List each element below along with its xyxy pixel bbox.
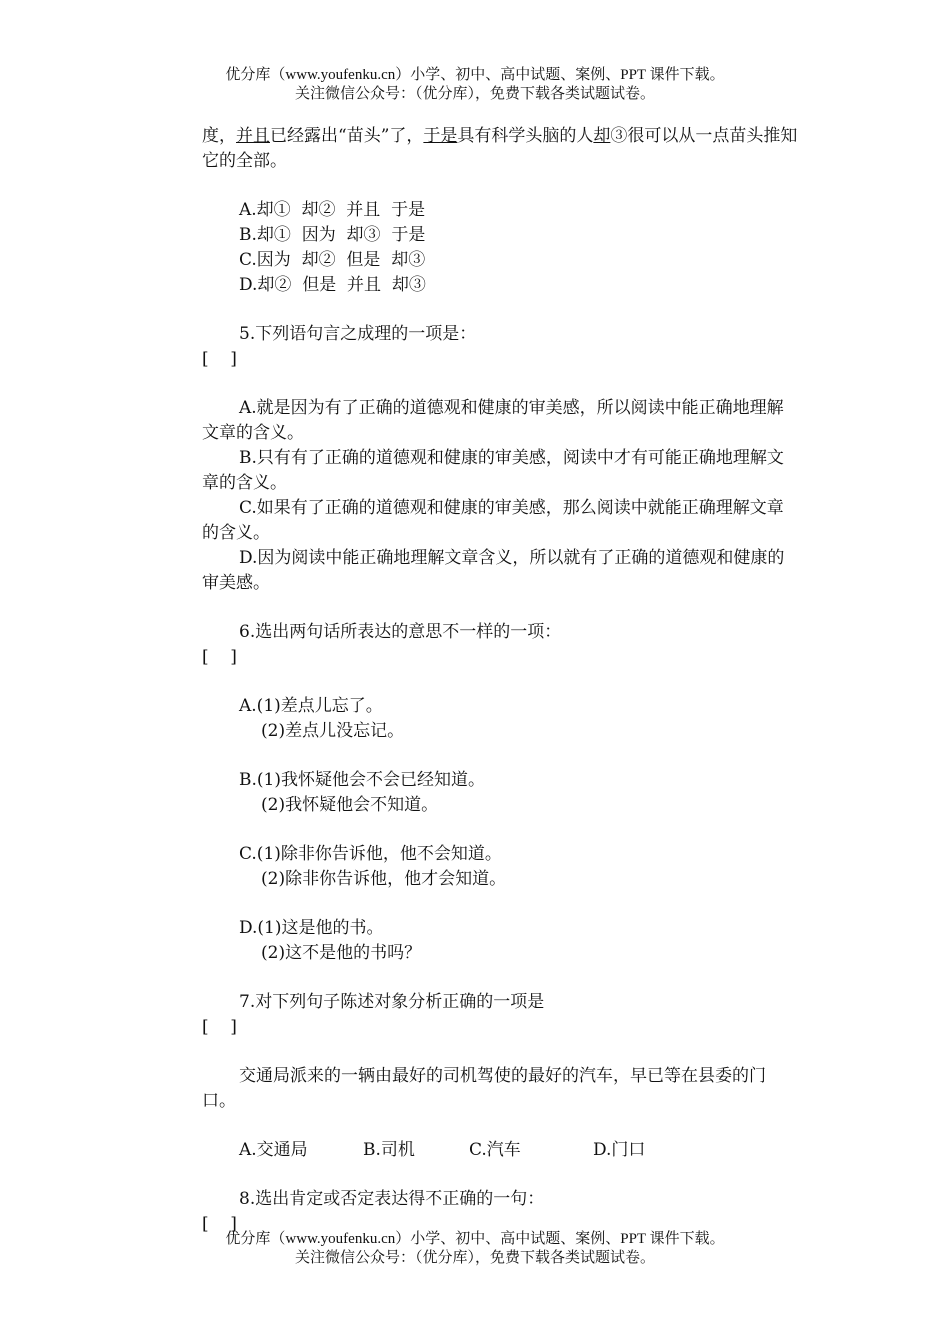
q5-option-c: C.如果有了正确的道德观和健康的审美感，那么阅读中就能正确理解文章的含义。 xyxy=(202,498,784,543)
q5-option-b: B.只有有了正确的道德观和健康的审美感，阅读中才有可能正确地理解文章的含义。 xyxy=(202,448,784,493)
underlined-word: 却 xyxy=(593,126,611,146)
q7-option-d: D.门口 xyxy=(593,1140,646,1160)
q6-option-c-2: (2)除非你告诉他，他才会知道。 xyxy=(261,869,507,889)
q6-option-d-2: (2)这不是他的书吗？ xyxy=(261,943,422,963)
q6-option-c-1: C.(1)除非你告诉他，他不会知道。 xyxy=(239,844,502,864)
q7-answer-bracket: [ ] xyxy=(202,1017,237,1037)
q5-stem: 5.下列语句言之成理的一项是： xyxy=(239,324,477,344)
q7-option-c: C.汽车 xyxy=(469,1140,521,1160)
q7-option-a: A.交通局 xyxy=(239,1140,308,1160)
q6-option-b-2: (2)我怀疑他会不知道。 xyxy=(261,795,439,815)
q7-stem: 7.对下列句子陈述对象分析正确的一项是 xyxy=(239,992,545,1012)
q5-option-a: A.就是因为有了正确的道德观和健康的审美感，所以阅读中能正确地理解文章的含义。 xyxy=(202,398,784,443)
q4-option-a: A.却① 却② 并且 于是 xyxy=(239,200,426,220)
document-body xyxy=(202,124,798,1237)
q4-option-d: D.却② 但是 并且 却③ xyxy=(239,275,426,295)
q6-answer-bracket: [ ] xyxy=(202,647,237,667)
q5-answer-bracket: [ ] xyxy=(202,349,237,369)
q4-option-c: C.因为 却② 但是 却③ xyxy=(239,250,426,270)
q6-option-a-2: (2)差点儿没忘记。 xyxy=(261,721,405,741)
passage-text: 具有科学头脑的人 xyxy=(457,126,594,146)
q4-option-b: B.却① 因为 却③ 于是 xyxy=(239,225,426,245)
q7-option-b: B.司机 xyxy=(363,1140,415,1160)
q6-option-d-1: D.(1)这是他的书。 xyxy=(239,918,384,938)
header-line-2: 关注微信公众号：（优分库），免费下载各类试题试卷。 xyxy=(294,86,655,102)
q8-stem: 8.选出肯定或否定表达得不正确的一句： xyxy=(239,1189,545,1209)
q7-options xyxy=(202,1138,798,1163)
underlined-word: 并且 xyxy=(236,126,270,146)
q6-option-a-1: A.(1)差点儿忘了。 xyxy=(239,696,383,716)
q7-sentence: 交通局派来的一辆由最好的司机驾使的最好的汽车，早已等在县委的门口。 xyxy=(202,1066,766,1111)
q6-stem: 6.选出两句话所表达的意思不一样的一项： xyxy=(239,622,562,642)
header-line-1: 优分库（www.youfenku.cn）小学、初中、高中试题、案例、PPT 课件下载。 xyxy=(225,67,725,83)
passage-text: 度， xyxy=(202,126,236,146)
passage-text: 已经露出“苗头”了， xyxy=(270,126,424,146)
passage-continuation xyxy=(202,124,798,174)
page-footer xyxy=(0,1230,950,1268)
footer-line-2: 关注微信公众号：（优分库），免费下载各类试题试卷。 xyxy=(294,1250,655,1266)
passage-text: ③很可以从一点苗头推知它的全部。 xyxy=(202,126,798,171)
q6-option-b-1: B.(1)我怀疑他会不会已经知道。 xyxy=(239,770,485,790)
q8-answer-bracket: [ ] xyxy=(202,1214,237,1234)
q5-option-d: D.因为阅读中能正确地理解文章含义，所以就有了正确的道德观和健康的审美感。 xyxy=(202,548,785,593)
underlined-word: 于是 xyxy=(423,126,458,146)
page-header xyxy=(0,66,950,104)
footer-line-1: 优分库（www.youfenku.cn）小学、初中、高中试题、案例、PPT 课件下载。 xyxy=(225,1231,725,1247)
